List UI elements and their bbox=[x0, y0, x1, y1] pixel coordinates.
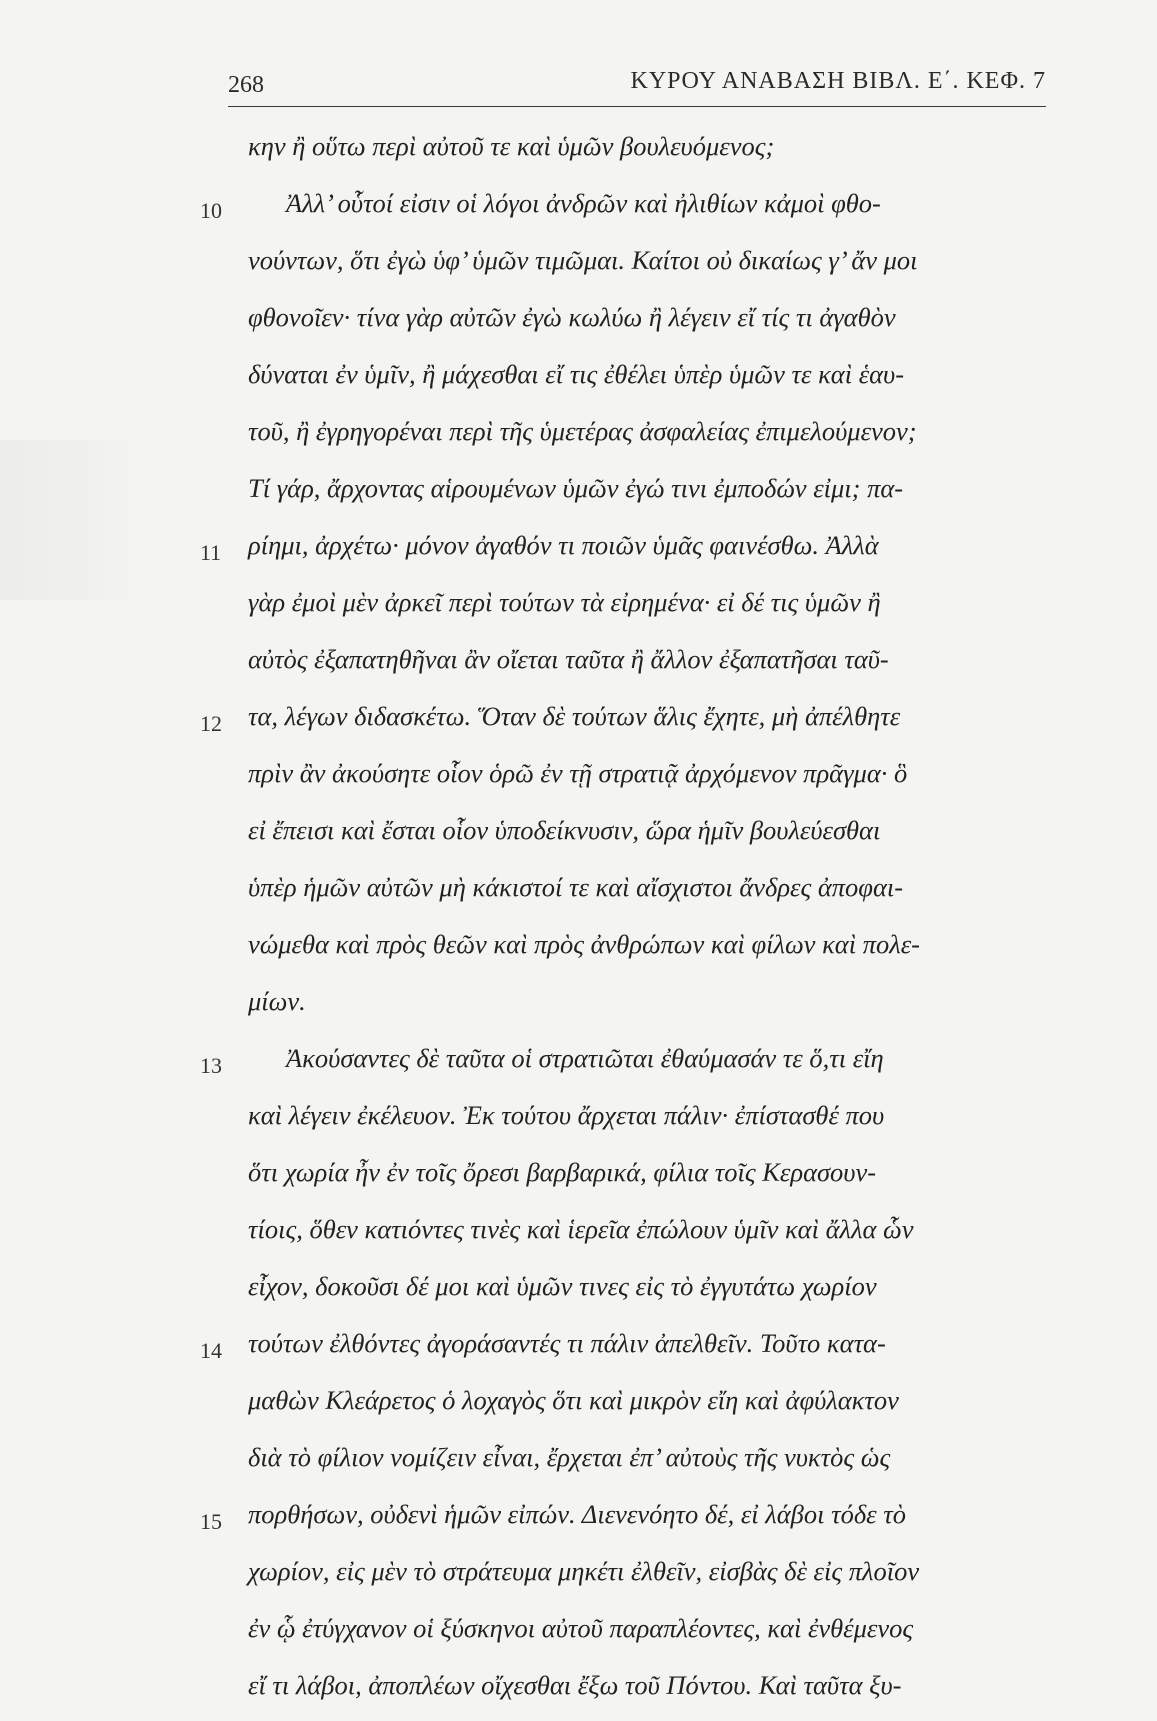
text-line: τοῦ, ἢ ἐγρηγορέναι περὶ τῆς ὑμετέρας ἀσφαλείας ἐπιμελούμενον; bbox=[248, 416, 917, 446]
section-number-11: 11 bbox=[200, 540, 222, 565]
text-line: εἴ τι λάβοι, ἀποπλέων οἴχεσθαι ἔξω τοῦ Πόντου. Καὶ ταῦτα ξυ- bbox=[248, 1670, 902, 1700]
text-line: χωρίον, εἰς μὲν τὸ στράτευμα μηκέτι ἐλθεῖν, εἰσβὰς δὲ εἰς πλοῖον bbox=[248, 1556, 920, 1586]
text-line: εἰ ἔπεισι καὶ ἔσται οἷον ὑποδείκνυσιν, ὥρα ἡμῖν βουλεύεσθαι bbox=[248, 815, 881, 845]
section-number-15: 15 bbox=[200, 1509, 222, 1534]
text-line: Τί γάρ, ἄρχοντας αἱρουμένων ὑμῶν ἐγώ τινι ἐμποδών εἰμι; πα- bbox=[248, 473, 904, 503]
text-line: τούτων ἐλθόντες ἀγοράσαντές τι πάλιν ἀπελθεῖν. Τοῦτο κατα- bbox=[248, 1328, 886, 1358]
text-line: διὰ τὸ φίλιον νομίζειν εἶναι, ἔρχεται ἐπ’ αὐτοὺς τῆς νυκτὸς ὡς bbox=[248, 1442, 891, 1472]
text-line: πορθήσων, οὐδενὶ ἡμῶν εἰπών. Διενενόητο δέ, εἰ λάβοι τόδε τὸ bbox=[248, 1499, 906, 1529]
text-line: ρίημι, ἀρχέτω· μόνον ἀγαθόν τι ποιῶν ὑμᾶς φαινέσθω. Ἀλλὰ bbox=[248, 530, 879, 560]
text-line: νούντων, ὅτι ἐγὼ ὑφ’ ὑμῶν τιμῶμαι. Καίτοι οὐ δικαίως γ’ ἄν μοι bbox=[248, 245, 918, 275]
section-number-12: 12 bbox=[200, 711, 222, 736]
text-line: μίων. bbox=[248, 986, 306, 1016]
text-line: φθονοῖεν· τίνα γὰρ αὐτῶν ἐγὼ κωλύω ἢ λέγειν εἴ τίς τι ἀγαθὸν bbox=[248, 302, 896, 332]
section-number-13: 13 bbox=[200, 1053, 222, 1078]
text-line: ὑπὲρ ἡμῶν αὐτῶν μὴ κάκιστοί τε καὶ αἴσχιστοι ἄνδρες ἀποφαι- bbox=[248, 872, 904, 902]
text-line: Ἀλλ’ οὗτοί εἰσιν οἱ λόγοι ἀνδρῶν καὶ ἠλιθίων κἀμοὶ φθο- bbox=[286, 188, 881, 218]
running-head: ΚΥΡΟΥ ΑΝΑΒΑΣΗ ΒΙΒΛ. Ε΄. ΚΕΦ. 7 bbox=[630, 68, 1046, 94]
text-line: τα, λέγων διδασκέτω. Ὅταν δὲ τούτων ἅλις ἔχητε, μὴ ἀπέλθητε bbox=[248, 701, 901, 731]
text-line: ὅτι χωρία ἦν ἐν τοῖς ὄρεσι βαρβαρικά, φίλια τοῖς Κερασουν- bbox=[248, 1157, 877, 1187]
text-line: Ἀκούσαντες δὲ ταῦτα οἱ στρατιῶται ἐθαύμασάν τε ὅ,τι εἴη bbox=[286, 1043, 884, 1073]
text-line: αὐτὸς ἐξαπατηθῆναι ἂν οἴεται ταῦτα ἢ ἄλλον ἐξαπατῆσαι ταῦ- bbox=[248, 644, 889, 674]
text-line: πρὶν ἂν ἀκούσητε οἷον ὁρῶ ἐν τῇ στρατιᾷ ἀρχόμενον πρᾶγμα· ὃ bbox=[248, 758, 908, 788]
text-line: μαθὼν Κλεάρετος ὁ λοχαγὸς ὅτι καὶ μικρὸν εἴη καὶ ἀφύλακτον bbox=[248, 1385, 899, 1415]
text-line: νώμεθα καὶ πρὸς θεῶν καὶ πρὸς ἀνθρώπων καὶ φίλων καὶ πολε- bbox=[248, 929, 920, 959]
page-header bbox=[228, 62, 1046, 107]
text-line: δύναται ἐν ὑμῖν, ἢ μάχεσθαι εἴ τις ἐθέλει ὑπὲρ ὑμῶν τε καὶ ἑαυ- bbox=[248, 359, 905, 389]
text-line: ἐν ᾧ ἐτύγχανον οἱ ξύσκηνοι αὐτοῦ παραπλέοντες, καὶ ἐνθέμενος bbox=[248, 1613, 914, 1643]
text-line: κην ἢ οὕτω περὶ αὐτοῦ τε καὶ ὑμῶν βουλευόμενος; bbox=[248, 131, 775, 161]
section-number-14: 14 bbox=[200, 1338, 222, 1363]
text-line: τίοις, ὅθεν κατιόντες τινὲς καὶ ἱερεῖα ἐπώλουν ὑμῖν καὶ ἄλλα ὧν bbox=[248, 1214, 914, 1244]
body-text bbox=[248, 125, 1068, 1721]
text-line: γὰρ ἐμοὶ μὲν ἀρκεῖ περὶ τούτων τὰ εἰρημένα· εἰ δέ τις ὑμῶν ἢ bbox=[248, 587, 881, 617]
text-line: καὶ λέγειν ἐκέλευον. Ἐκ τούτου ἄρχεται πάλιν· ἐπίστασθέ που bbox=[248, 1100, 885, 1130]
section-number-10: 10 bbox=[200, 198, 222, 223]
facing-page-bleed bbox=[0, 440, 160, 600]
text-line: εἶχον, δοκοῦσι δέ μοι καὶ ὑμῶν τινες εἰς τὸ ἐγγυτάτω χωρίον bbox=[248, 1271, 877, 1301]
page-number: 268 bbox=[228, 72, 264, 98]
